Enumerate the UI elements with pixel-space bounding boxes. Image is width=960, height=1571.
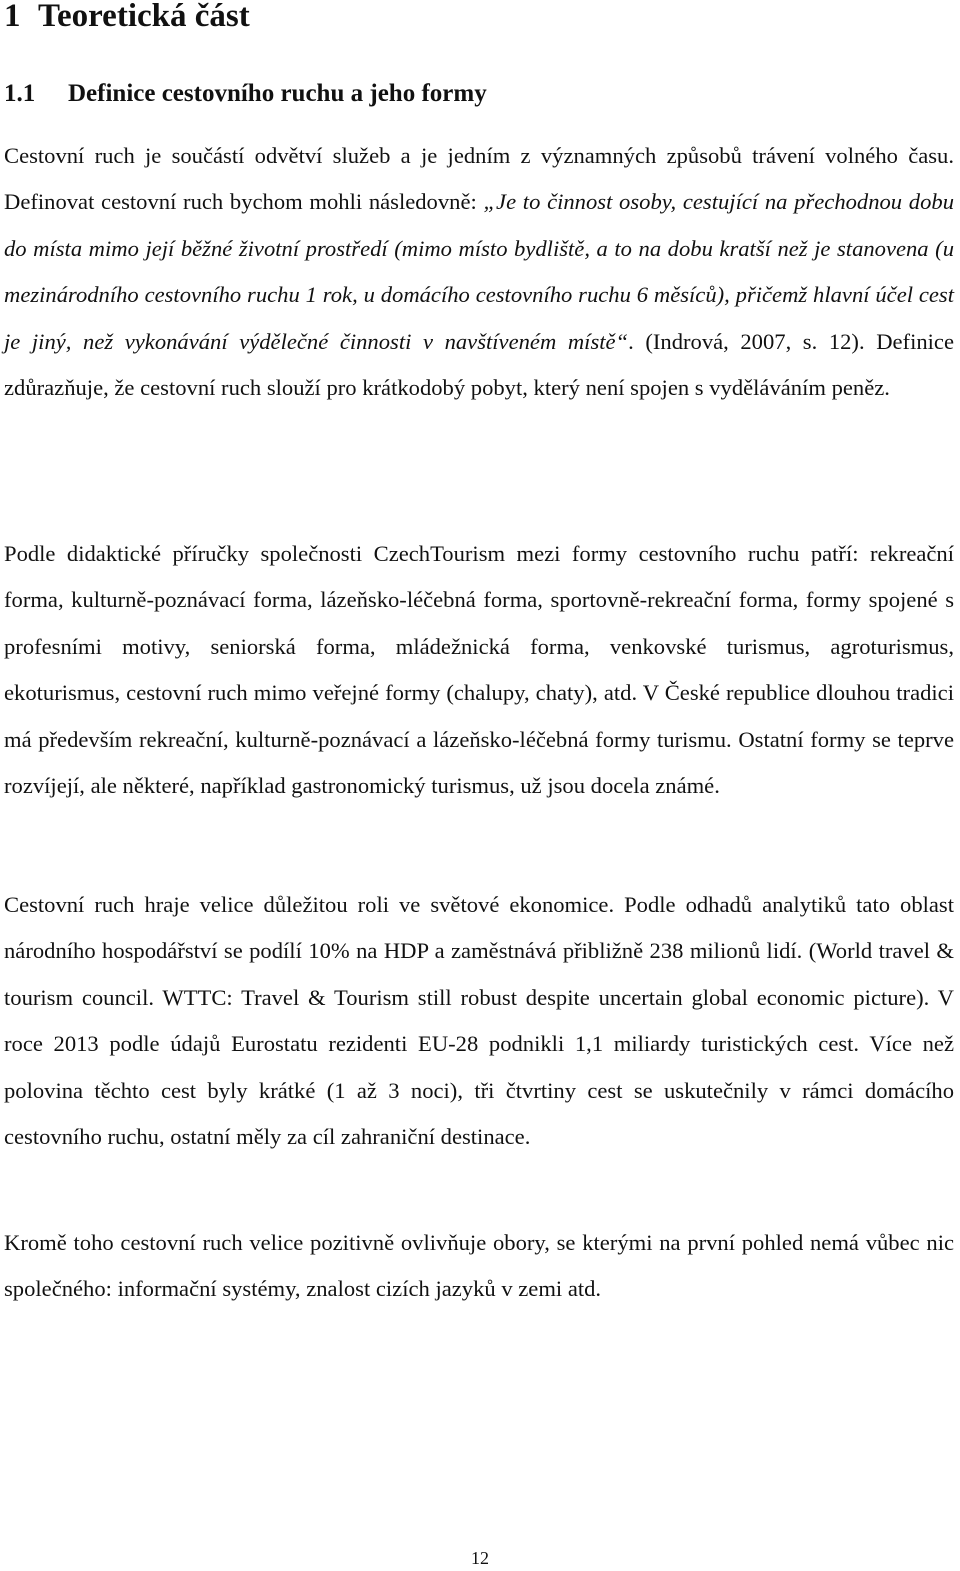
- chapter-heading: [4, 0, 250, 38]
- definition-quote: „Je to činnost osoby, cestující na přechodnou dobu do místa mimo její běžné životní prostředí (mimo místo bydliště, a to na dobu kratší než je stanovena (u mezinárodního cestovního ruchu 1 rok, u domácího cestovního ruchu 6 měsíců), přičemž hlavní účel cest je jiný, než vykonávání výdělečné činnosti v navštíveném místě“: [4, 189, 954, 354]
- section-heading: [4, 76, 487, 112]
- paragraph-definition-rest: . (Indrová, 2007, s. 12). Definice zdůrazňuje, že cestovní ruch slouží pro krátkodobý pobyt, který není spojen s vyděláváním peněz.: [4, 328, 954, 401]
- section-title: Definice cestovního ruchu a jeho formy: [68, 80, 487, 107]
- chapter-number: 1: [4, 0, 21, 34]
- paragraph-definition-intro: Cestovní ruch je součástí odvětví služeb a je jedním z významných způsobů trávení volného času. Definovat cestovní ruch bychom mohli následovně:: [4, 143, 954, 215]
- paragraph-forms: Podle didaktické příručky společnosti CzechTourism mezi formy cestovního ruchu patří: rekreační forma, kulturně-poznávací forma, lázeňsko-léčebná forma, sportovně-rekreační forma, formy spojené s profesními motivy, seniorská forma, mládežnická forma, venkovské turismus, agroturismus, ekoturismus, cestovní ruch mimo veřejné formy (chalupy, chaty), atd. V České republice dlouhou tradici má především rekreační, kulturně-poznávací a lázeňsko-léčebná formy turismu. Ostatní formy se teprve rozvíjejí, ale některé, například gastronomický turismus, už jsou docela známé.: [4, 541, 954, 799]
- section-number: 1.1: [4, 80, 36, 107]
- paragraph-economy: Cestovní ruch hraje velice důležitou roli ve světové ekonomice. Podle odhadů analytiků tato oblast národního hospodářství se podílí 10% na HDP a zaměstnává přibližně 238 milionů lidí. (World travel & tourism council. WTTC: Travel & Tourism still robust despite uncertain global economic picture). V roce 2013 podle údajů Eurostatu rezidenti EU-28 podnikli 1,1 miliardy turistických cest. Více než polovina těchto cest byly krátké (1 až 3 noci), tři čtvrtiny cest se uskutečnily v rámci domácího cestovního ruchu, ostatní měly za cíl zahraniční destinace.: [4, 892, 954, 1150]
- chapter-title: Teoretická část: [38, 0, 250, 34]
- paragraph-definition: [4, 133, 954, 411]
- page-number: 12: [471, 1548, 489, 1568]
- paragraph-influence: Kromě toho cestovní ruch velice pozitivně ovlivňuje obory, se kterými na první pohled nemá vůbec nic společného: informační systémy, znalost cizích jazyků v zemi atd.: [4, 1230, 954, 1302]
